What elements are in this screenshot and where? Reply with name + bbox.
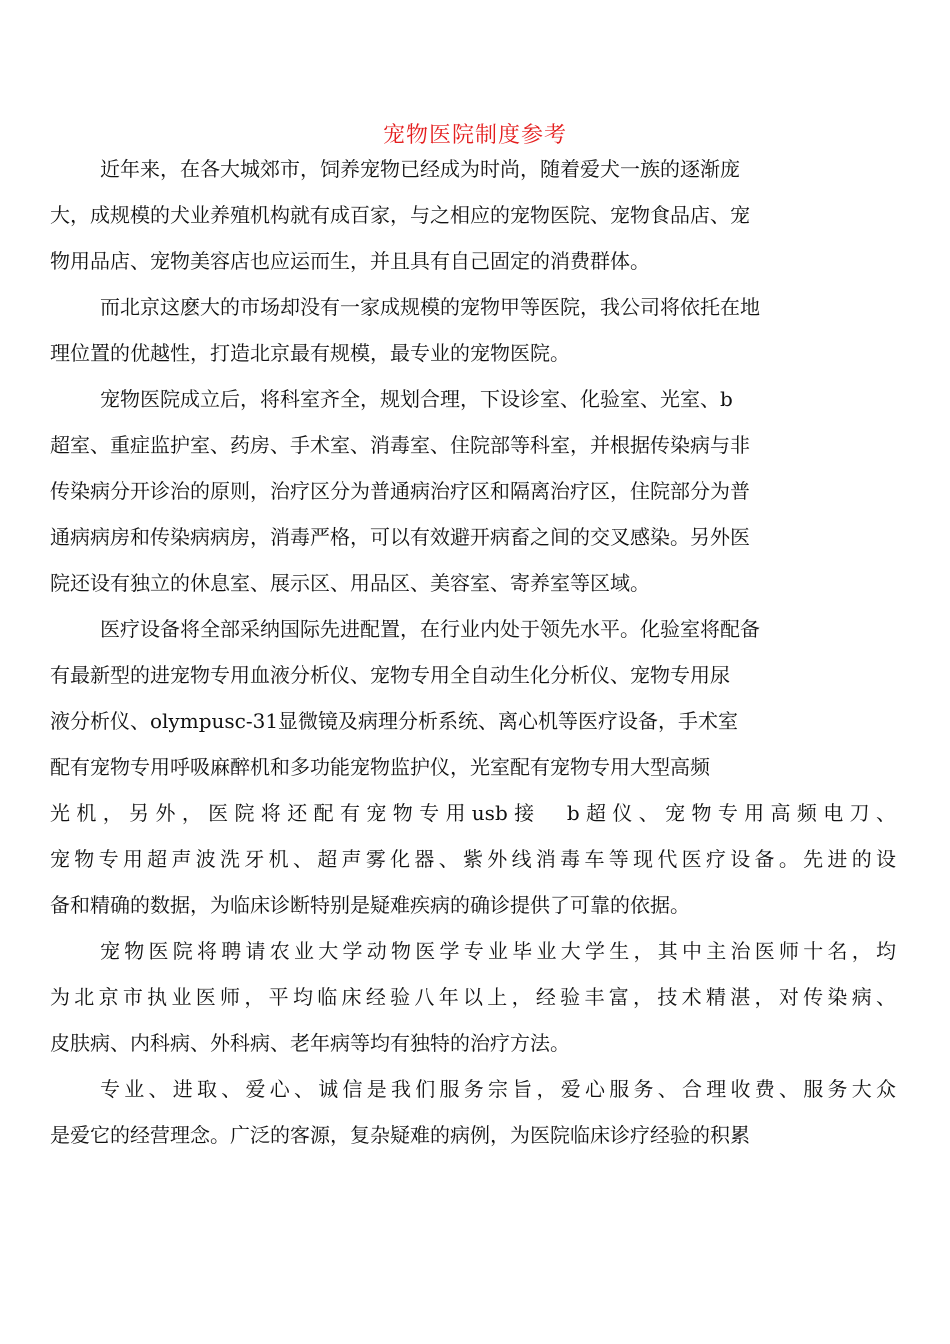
paragraph-1-line-1: 近年来，在各大城郊市，饲养宠物已经成为时尚，随着爱犬一族的逐渐庞 xyxy=(100,157,740,181)
paragraph-4-line-1: 医疗设备将全部采纳国际先进配置，在行业内处于领先水平。化验室将配备 xyxy=(100,617,760,641)
paragraph-4-line-7: 备和精确的数据，为临床诊断特别是疑难疾病的确诊提供了可靠的依据。 xyxy=(50,893,690,917)
paragraph-5-line-2: 为北京市执业医师，平均临床经验八年以上，经验丰富，技术精湛，对传染病、 xyxy=(50,985,896,1009)
paragraph-5-line-1: 宠物医院将聘请农业大学动物医学专业毕业大学生，其中主治医师十名，均 xyxy=(100,939,896,963)
paragraph-6-line-2: 是爱它的经营理念。广泛的客源，复杂疑难的病例，为医院临床诊疗经验的积累 xyxy=(50,1123,750,1147)
paragraph-3-line-2: 超室、重症监护室、药房、手术室、消毒室、住院部等科室，并根据传染病与非 xyxy=(50,433,750,457)
paragraph-5-line-3: 皮肤病、内科病、外科病、老年病等均有独特的治疗方法。 xyxy=(50,1031,570,1055)
paragraph-4-line-6: 宠物专用超声波洗牙机、超声雾化器、紫外线消毒车等现代医疗设备。先进的设 xyxy=(50,847,896,871)
paragraph-4-line-2: 有最新型的进宠物专用血液分析仪、宠物专用全自动生化分析仪、宠物专用尿 xyxy=(50,663,730,687)
paragraph-6-line-1: 专业、进取、爱心、诚信是我们服务宗旨，爱心服务、合理收费、服务大众 xyxy=(100,1077,896,1101)
paragraph-3-line-1: 宠物医院成立后，将科室齐全，规划合理，下设诊室、化验室、光室、b xyxy=(100,387,733,411)
paragraph-2-line-2: 理位置的优越性，打造北京最有规模，最专业的宠物医院。 xyxy=(50,341,570,365)
document-title: 宠物医院制度参考 xyxy=(382,123,567,148)
paragraph-3-line-3: 传染病分开诊治的原则，治疗区分为普通病治疗区和隔离治疗区，住院部分为普 xyxy=(50,479,750,503)
paragraph-4-line-4: 配有宠物专用呼吸麻醉机和多功能宠物监护仪，光室配有宠物专用大型高频 xyxy=(50,755,710,779)
paragraph-2-line-1: 而北京这麽大的市场却没有一家成规模的宠物甲等医院，我公司将依托在地 xyxy=(100,295,760,319)
paragraph-3-line-5: 院还设有独立的休息室、展示区、用品区、美容室、寄养室等区域。 xyxy=(50,571,650,595)
paragraph-1-line-2: 大，成规模的犬业养殖机构就有成百家，与之相应的宠物医院、宠物食品店、宠 xyxy=(50,203,750,227)
paragraph-1-line-3: 物用品店、宠物美容店也应运而生，并且具有自己固定的消费群体。 xyxy=(50,249,650,273)
paragraph-4-line-3: 液分析仪、olympusc-31显微镜及病理分析系统、离心机等医疗设备，手术室 xyxy=(50,709,739,733)
paragraph-3-line-4: 通病病房和传染病病房，消毒严格，可以有效避开病畜之间的交叉感染。另外医 xyxy=(50,525,750,549)
paragraph-4-line-5: 光机，另外，医院将还配有宠物专用usb接 b超仪、宠物专用高频电刀、 xyxy=(50,801,896,825)
